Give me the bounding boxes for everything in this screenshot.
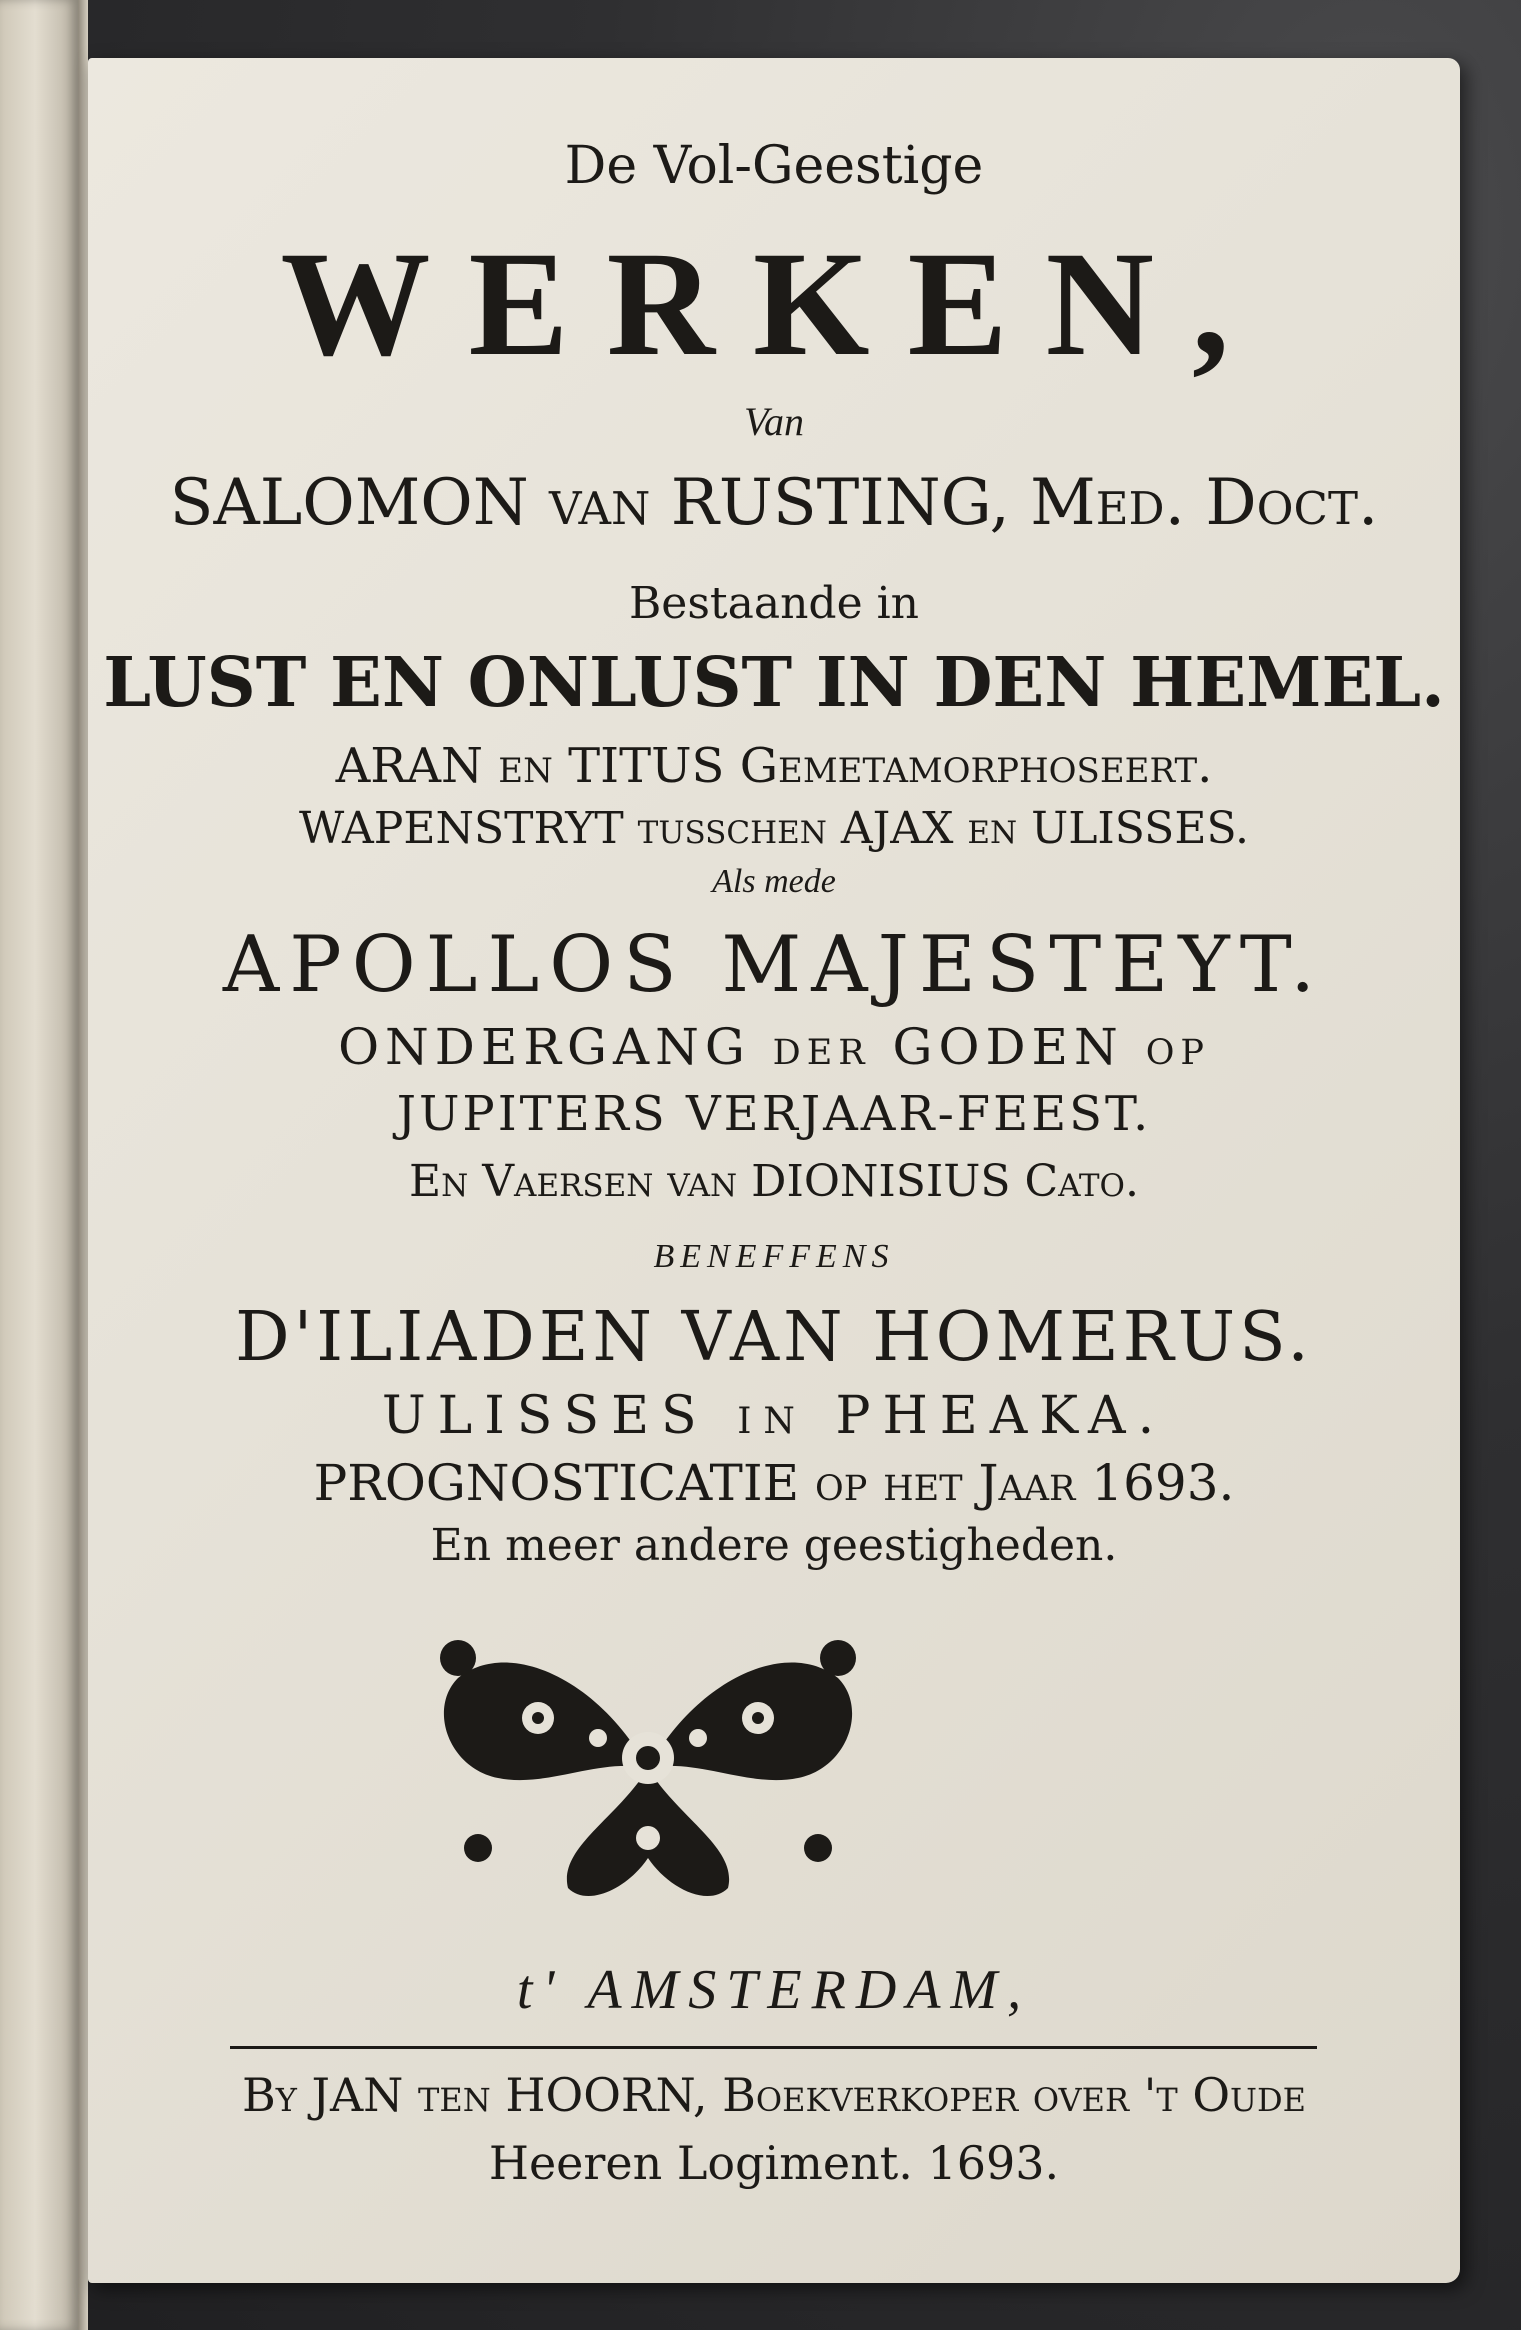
work-title-8: D'ILIADEN VAN HOMERUS. [235, 1298, 1313, 1377]
work-title-4: APOLLOS MAJESTEYT. [222, 920, 1326, 1010]
consisting-line: Bestaande in [628, 578, 920, 629]
book-spine [0, 0, 78, 2330]
work-title-7: En Vaersen van DIONISIUS Cato. [409, 1156, 1139, 1207]
imprint-city: t' AMSTERDAM, [516, 1959, 1032, 2021]
author-line: SALOMON van RUSTING, Med. Doct. [169, 466, 1379, 540]
by-line: Van [744, 399, 804, 444]
work-title-9: ULISSES in PHEAKA. [381, 1386, 1167, 1446]
imprint-address-date: Heeren Logiment. 1693. [488, 2136, 1060, 2190]
spine-edge [78, 0, 88, 2330]
subtitle-line: De Vol-Geestige [564, 136, 984, 196]
besides-line: BENEFFENS [653, 1238, 895, 1275]
closing-line: En meer andere geestigheden. [430, 1520, 1118, 1571]
work-title-3: WAPENSTRYT tusschen AJAX en ULISSES. [298, 803, 1250, 854]
printers-ornament-icon [418, 1618, 878, 1918]
work-title-5: ONDERGANG der GODEN op [338, 1018, 1210, 1076]
work-title-1: LUST EN ONLUST IN DEN HEMEL. [103, 643, 1445, 723]
main-title: WERKEN, [280, 221, 1268, 387]
work-title-6: JUPITERS VERJAAR-FEEST. [396, 1086, 1152, 1142]
title-page [88, 58, 1460, 2283]
also-line: Als mede [712, 863, 836, 900]
imprint-rule [230, 2046, 1317, 2049]
imprint-publisher: By JAN ten HOORN, Boekverkoper over 't Oude [241, 2068, 1307, 2122]
work-title-10: PROGNOSTICATIE op het Jaar 1693. [313, 1454, 1235, 1512]
work-title-2: ARAN en TITUS Gemetamorphoseert. [335, 738, 1213, 794]
